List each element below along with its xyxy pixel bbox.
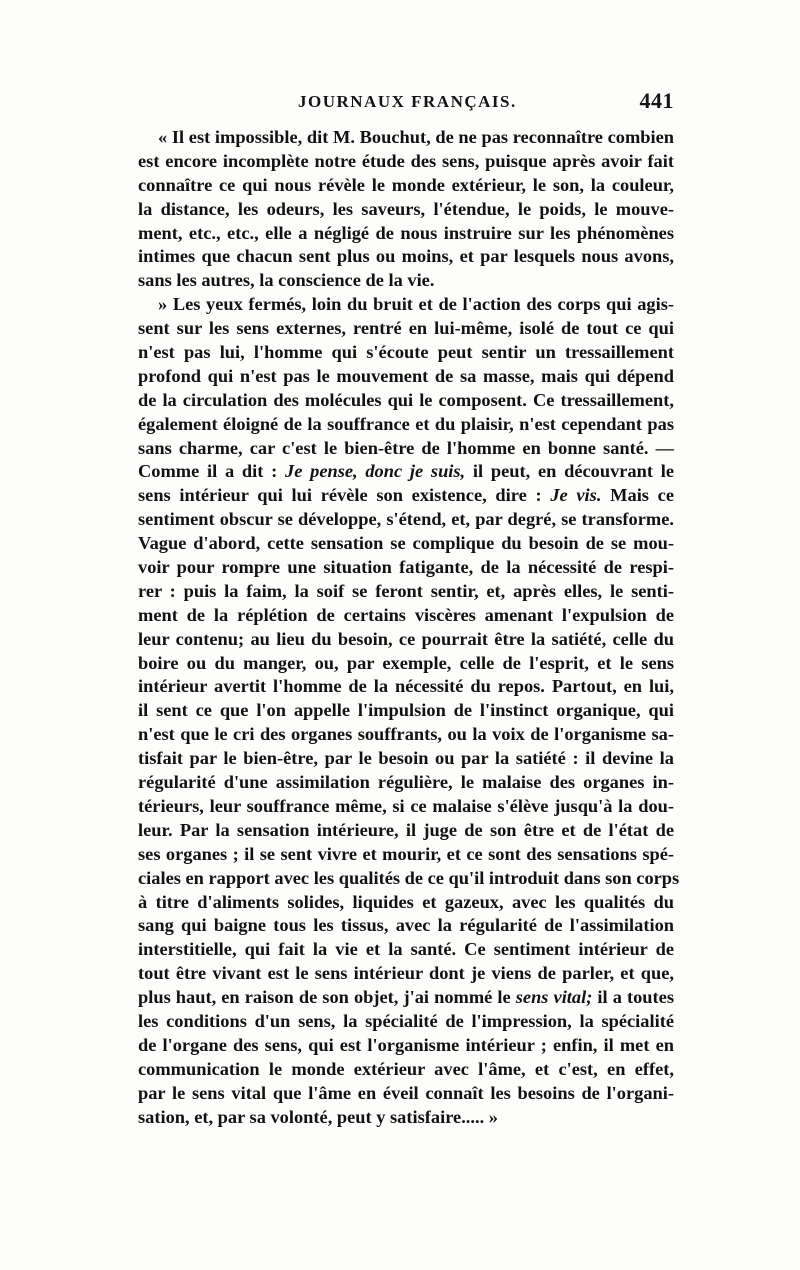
text-line: régularité d'une assimilation régulière, le malaise des organes in- [138,772,674,793]
text-line: n'est pas lui, l'homme qui s'écoute peut sentir un tressaillement [138,342,674,363]
text-line-mixed [138,484,674,508]
text-line: tisfait par le bien-être, par le besoin ou par la satiété : il devine la [138,748,674,769]
italic-segment: sens vital; [515,987,593,1008]
text-line: également éloigné de la souffrance et du plaisir, n'est cependant pas [138,413,674,434]
text-line: connaître ce qui nous révèle le monde extérieur, le son, la couleur, [138,174,674,195]
text-line: à titre d'aliments solides, liquides et gazeux, avec les qualités du [138,891,674,912]
text-line: boire ou du manger, ou, par exemple, celle de l'esprit, et le sens [138,652,674,673]
text-segment: Comme il a dit : [138,461,286,482]
text-line-mixed [138,986,674,1010]
text-line: profond qui n'est pas le mouvement de sa masse, mais qui dépend [138,365,674,386]
text-line: ment de la réplétion de certains viscères amenant l'expulsion de [138,604,674,625]
text-line: voir pour rompre une situation fatigante, de la nécessité de respi- [138,557,674,578]
text-line: intérieur avertit l'homme de la nécessité du repos. Partout, en lui, [138,676,674,697]
text-line: de la circulation des molécules qui le composent. Ce tressaillement, [138,389,674,410]
text-line: ses organes ; il se sent vivre et mourir, et ce sont des sensations spé- [138,843,674,864]
text-line: n'est que le cri des organes souffrants, ou la voix de l'organisme sa- [138,724,674,745]
page-header [138,88,674,118]
text-line: interstitielle, qui fait la vie et la santé. Ce sentiment intérieur de [138,939,674,960]
text-line: leur contenu; au lieu du besoin, ce pourrait être la satiété, celle du [138,628,674,649]
text-line: ment, etc., etc., elle a négligé de nous instruire sur les phénomènes [138,222,674,243]
text-segment: Mais ce [601,485,674,506]
italic-segment: Je vis. [550,485,602,506]
text-line: sation, et, par sa volonté, peut y satisfaire..... » [138,1106,498,1127]
text-line: intimes que chacun sent plus ou moins, et par lesquels nous avons, [138,246,674,267]
text-line: sang qui baigne tous les tissus, avec la régularité de l'assimilation [138,915,674,936]
text-line: sans les autres, la conscience de la vie. [138,270,435,291]
text-line: la distance, les odeurs, les saveurs, l'étendue, le poids, le mouve- [138,198,674,219]
text-line: les conditions d'un sens, la spécialité de l'impression, la spécialité [138,1010,674,1031]
text-line: Vague d'abord, cette sensation se complique du besoin de se mou- [138,533,674,554]
text-line-mixed [138,460,674,484]
italic-segment: Je pense, donc je suis, [285,461,466,482]
text-line: leur. Par la sensation intérieure, il juge de son être et de l'état de [138,819,674,840]
text-line: rer : puis la faim, la soif se feront sentir, et, après elles, le senti- [138,580,674,601]
text-line: ciales en rapport avec les qualités de ce qu'il introduit dans son corps [138,867,680,888]
text-segment: il peut, en découvrant le [465,461,675,482]
running-title: JOURNAUX FRANÇAIS. [298,92,517,111]
text-line: sans charme, car c'est le bien-être de l'homme en bonne santé. — [138,437,674,458]
text-line: tout être vivant est le sens intérieur dont je viens de parler, et que, [138,963,674,984]
text-line: de l'organe des sens, qui est l'organisme intérieur ; enfin, il met en [138,1034,674,1055]
page-number: 441 [639,88,674,113]
text-segment: sens intérieur qui lui révèle son existence, dire : [138,485,551,506]
text-line: « Il est impossible, dit M. Bouchut, de ne pas reconnaître combien [158,127,674,147]
text-line: il sent ce que l'on appelle l'impulsion de l'instinct organique, qui [138,700,674,721]
text-segment: plus haut, en raison de son objet, j'ai nommé le [138,987,516,1008]
text-line: sentiment obscur se développe, s'étend, et, par degré, se transforme. [138,509,674,530]
text-line: par le sens vital que l'âme en éveil connaît les besoins de l'organi- [138,1082,674,1103]
text-segment: il a toutes [592,987,674,1008]
text-line: térieurs, leur souffrance même, si ce malaise s'élève jusqu'à la dou- [138,795,674,816]
text-line: » Les yeux fermés, loin du bruit et de l'action des corps qui agis- [158,294,674,315]
body-text [138,126,680,1129]
text-line: est encore incomplète notre étude des sens, puisque après avoir fait [138,150,674,171]
text-line: communication le monde extérieur avec l'âme, et c'est, en effet, [138,1058,674,1079]
text-line: sent sur les sens externes, rentré en lui-même, isolé de tout ce qui [138,318,674,339]
